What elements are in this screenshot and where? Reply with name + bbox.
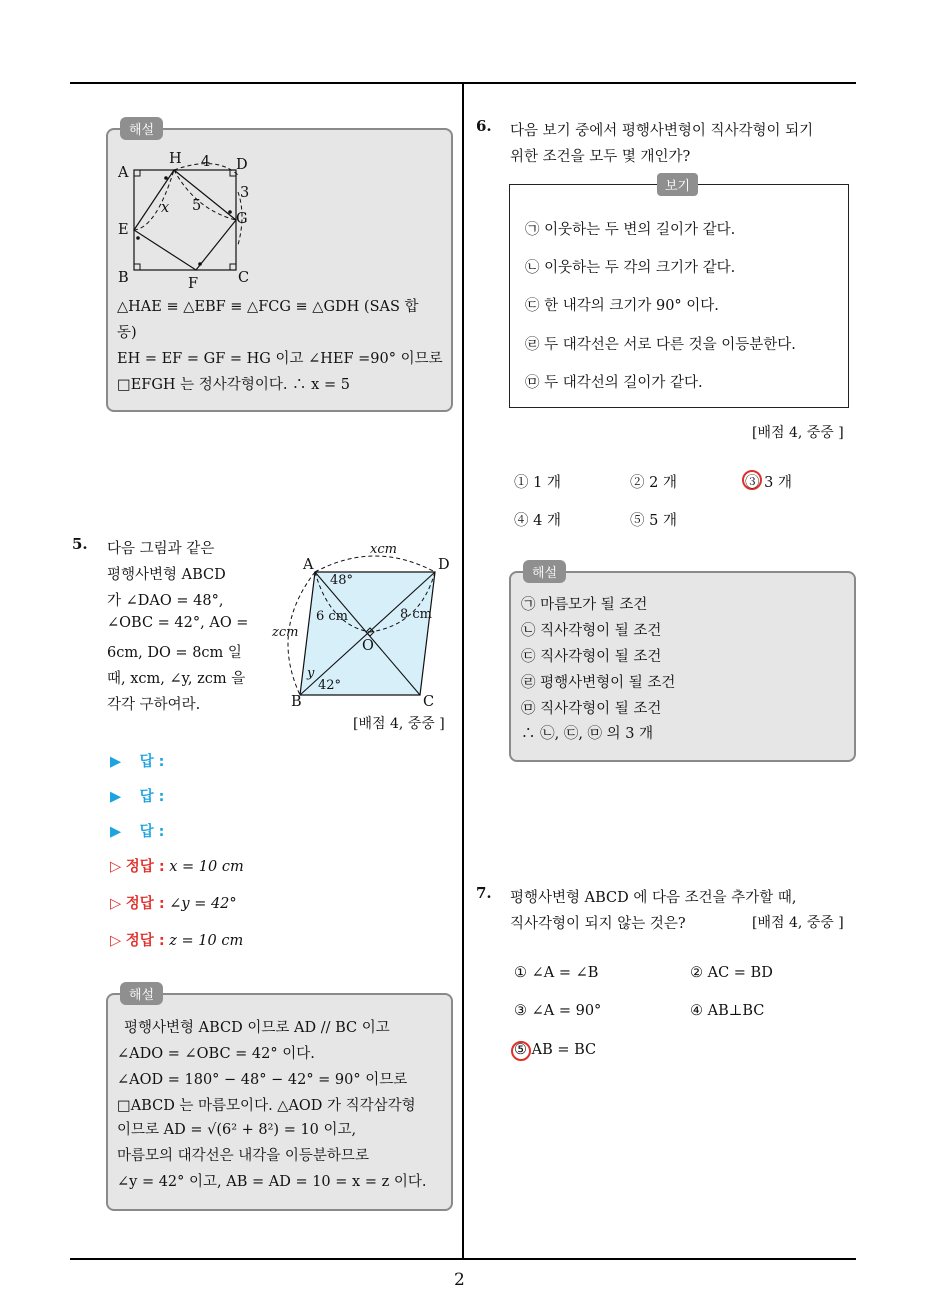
q6-exp-line: ㉤ 직사각형이 될 조건: [521, 701, 662, 717]
q6-option-2[interactable]: ② 2 개: [630, 475, 677, 491]
q6-exp-line: ㉠ 마름모가 될 조건: [521, 597, 648, 613]
answer-label: 답 :: [139, 824, 165, 840]
q6-bogi-tag: 보기: [657, 173, 698, 196]
q4-label-5: 5: [192, 198, 202, 214]
play-icon: ▶: [110, 789, 122, 805]
q5-fig-B: B: [291, 694, 302, 710]
q4-label-4: 4: [201, 154, 211, 170]
q6-bogi-item: ㉠ 이웃하는 두 변의 길이가 같다.: [525, 222, 736, 238]
play-icon: ▶: [110, 754, 122, 770]
q5-exp-line: 평행사변형 ABCD 이므로 AD // BC 이고: [124, 1020, 390, 1036]
q6-option-5[interactable]: ⑤ 5 개: [630, 513, 677, 529]
answer-label: 답 :: [139, 754, 165, 770]
q6-line: 다음 보기 중에서 평행사변형이 직사각형이 되기: [510, 123, 814, 139]
q5-fig-xcm: xcm: [370, 542, 397, 557]
q4-label-E: E: [118, 222, 129, 238]
correct-label: 정답 :: [125, 859, 165, 875]
q6-exp-line: ∴ ㉡, ㉢, ㉤ 의 3 개: [521, 726, 654, 742]
q5-line: 6cm, DO = 8cm 일: [107, 645, 242, 661]
q5-rhombus-figure: [270, 540, 460, 710]
q5-answer-row: [110, 820, 164, 841]
q5-fig-D: D: [438, 557, 450, 573]
q5-fig-42: 42°: [318, 678, 342, 693]
play-icon: ▶: [110, 824, 122, 840]
q5-line: 때, xcm, ∠y, zcm 을: [107, 671, 246, 687]
q7-option-1[interactable]: ① ∠A = ∠B: [514, 965, 599, 981]
q5-fig-A: A: [303, 557, 314, 573]
correct-label: 정답 :: [125, 896, 165, 912]
q5-exp-line: 이므로 AD = √(6² + 8²) = 10 이고,: [117, 1122, 357, 1138]
correct-value: z = 10 cm: [169, 933, 244, 949]
q6-bogi-item: ㉡ 이웃하는 두 각의 크기가 같다.: [525, 260, 736, 276]
q4-label-F: F: [188, 276, 199, 292]
q4-explanation-tag: 해설: [120, 117, 163, 140]
q5-score: [배점 4, 중중 ]: [353, 716, 445, 732]
triangle-outline-icon: ▷: [110, 859, 122, 875]
q5-fig-6cm: 6 cm: [316, 609, 349, 624]
q5-exp-line: ∠y = 42° 이고, AB = AD = 10 = x = z 이다.: [117, 1174, 427, 1190]
bottom-rule: [70, 1258, 856, 1260]
q6-line: 위한 조건을 모두 몇 개인가?: [510, 149, 691, 165]
q4-exp-line: EH = EF = GF = HG 이고 ∠HEF =90° 이므로: [117, 351, 443, 367]
q6-number: 6.: [476, 117, 492, 135]
answer-label: 답 :: [139, 789, 165, 805]
q7-score: [배점 4, 중중 ]: [752, 915, 844, 931]
q6-exp-line: ㉣ 평행사변형이 될 조건: [521, 675, 676, 691]
q6-option-1[interactable]: ① 1 개: [514, 475, 561, 491]
q5-line: ∠OBC = 42°, AO =: [107, 615, 249, 631]
q4-label-3: 3: [240, 185, 250, 201]
q7-option-2[interactable]: ② AC = BD: [690, 965, 773, 981]
q6-exp-line: ㉢ 직사각형이 될 조건: [521, 649, 662, 665]
q4-label-D: D: [236, 157, 248, 173]
q6-bogi-item: ㉤ 두 대각선의 길이가 같다.: [525, 375, 703, 391]
q5-fig-y: y: [307, 666, 315, 681]
q7-option-4[interactable]: ④ AB⊥BC: [690, 1003, 765, 1019]
q6-bogi-item: ㉢ 한 내각의 크기가 90° 이다.: [525, 298, 719, 314]
q6-bogi-item: ㉣ 두 대각선은 서로 다른 것을 이등분한다.: [525, 337, 796, 353]
q5-answer-row: [110, 785, 164, 806]
q5-explanation-tag: 해설: [120, 982, 163, 1005]
q5-answer-row: [110, 750, 164, 771]
q4-exp-line: △HAE ≡ △EBF ≡ △FCG ≡ △GDH (SAS 합: [117, 299, 419, 315]
q4-exp-line: □EFGH 는 정사각형이다. ∴ x = 5: [117, 377, 350, 393]
q4-label-G: G: [236, 211, 248, 227]
q5-line: 가 ∠DAO = 48°,: [107, 593, 224, 609]
q5-exp-line: ∠AOD = 180° − 48° − 42° = 90° 이므로: [117, 1072, 408, 1088]
q5-fig-O: O: [362, 638, 374, 654]
q6-explanation-tag: 해설: [523, 560, 566, 583]
q5-exp-line: □ABCD 는 마름모이다. △AOD 가 직각삼각형: [117, 1098, 416, 1114]
triangle-outline-icon: ▷: [110, 933, 122, 949]
page-number: 2: [454, 1270, 465, 1290]
q5-correct-row: [110, 892, 237, 913]
q5-fig-48: 48°: [330, 573, 354, 588]
q5-fig-C: C: [423, 694, 435, 710]
q4-label-C: C: [238, 270, 250, 286]
q4-label-B: B: [118, 270, 129, 286]
q5-fig-zcm: zcm: [272, 625, 299, 640]
triangle-outline-icon: ▷: [110, 896, 122, 912]
q5-exp-line: 마름모의 대각선은 내각을 이등분하므로: [117, 1148, 369, 1164]
q6-exp-line: ㉡ 직사각형이 될 조건: [521, 623, 662, 639]
q5-line: 평행사변형 ABCD: [107, 567, 226, 583]
q5-line: 다음 그림과 같은: [107, 541, 215, 557]
q5-correct-row: [110, 929, 243, 950]
q5-exp-line: ∠ADO = ∠OBC = 42° 이다.: [117, 1046, 315, 1062]
q7-option-5[interactable]: ⑤ AB = BC: [514, 1042, 597, 1058]
q5-number: 5.: [72, 535, 88, 553]
q6-option-4[interactable]: ④ 4 개: [514, 513, 561, 529]
q5-correct-row: [110, 855, 244, 876]
column-divider: [462, 82, 464, 1260]
q6-option-3[interactable]: ③ 3 개: [745, 475, 792, 491]
q7-line: 직사각형이 되지 않는 것은?: [510, 916, 686, 932]
q5-fig-8cm: 8 cm: [400, 607, 433, 622]
q5-line: 각각 구하여라.: [107, 697, 201, 713]
correct-value: ∠y = 42°: [169, 896, 237, 912]
q4-label-x: x: [161, 200, 170, 216]
q4-label-H: H: [169, 151, 182, 167]
q4-label-A: A: [118, 165, 129, 181]
q7-line: 평행사변형 ABCD 에 다음 조건을 추가할 때,: [510, 890, 797, 906]
q7-option-3[interactable]: ③ ∠A = 90°: [514, 1003, 602, 1019]
q4-exp-line: 동): [117, 325, 137, 341]
q6-score: [배점 4, 중중 ]: [752, 425, 844, 441]
correct-value: x = 10 cm: [169, 859, 244, 875]
q7-number: 7.: [476, 884, 492, 902]
correct-label: 정답 :: [125, 933, 165, 949]
